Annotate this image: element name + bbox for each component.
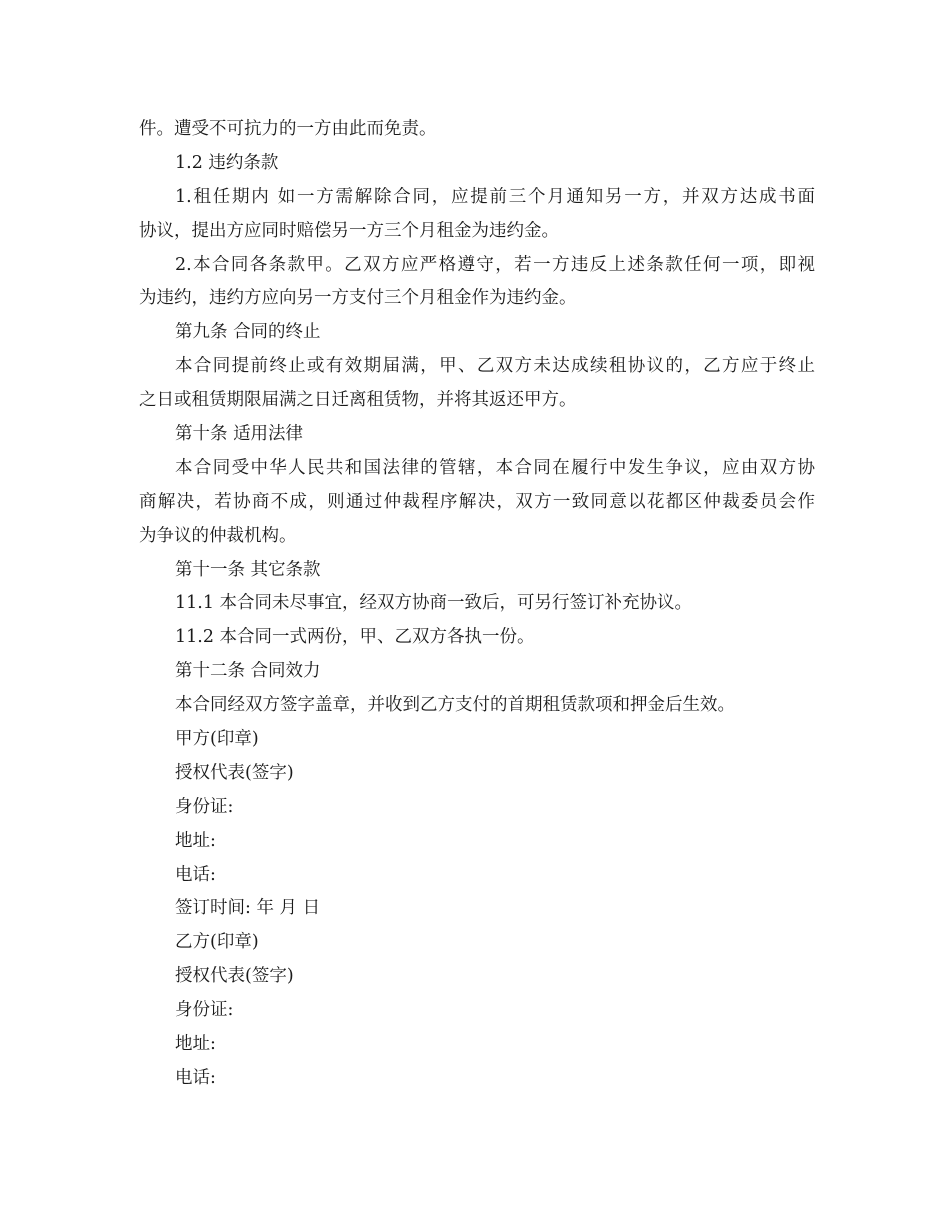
text-line: 2.本合同各条款甲。乙双方应严格遵守，若一方违反上述条款任何一项，即视 (175, 254, 815, 275)
text-line: 本合同经双方签字盖章，并收到乙方支付的首期租赁款项和押金后生效。 (175, 695, 735, 716)
text-line: 为争议的仲裁机构。 (139, 525, 297, 546)
text-line: 11.1 本合同未尽事宜，经双方协商一致后，可另行签订补充协议。 (175, 593, 693, 614)
text-line: 第十条 适用法律 (175, 424, 304, 445)
document-body (139, 113, 815, 1096)
text-line: 件。遭受不可抗力的一方由此而免责。 (139, 119, 437, 139)
text-line: 地址: (175, 1034, 216, 1055)
text-line: 协议，提出方应同时赔偿另一方三个月租金为违约金。 (139, 220, 559, 241)
text-line: 授权代表(签字) (175, 966, 294, 987)
text-line: 签订时间: 年 月 日 (175, 898, 321, 919)
text-line: 第十二条 合同效力 (175, 661, 321, 682)
text-line: 乙方(印章) (175, 932, 259, 953)
text-line: 甲方(印章) (175, 729, 259, 750)
text-line: 身份证: (175, 796, 234, 817)
text-line: 商解决，若协商不成，则通过仲裁程序解决，双方一致同意以花都区仲裁委员会作 (139, 491, 815, 512)
text-line: 11.2 本合同一式两份，甲、乙双方各执一份。 (175, 627, 535, 648)
text-line: 电话: (175, 1067, 216, 1088)
text-line: 之日或租赁期限届满之日迁离租赁物，并将其返还甲方。 (139, 390, 577, 411)
text-line: 电话: (175, 864, 216, 885)
text-line: 1.2 违约条款 (175, 152, 279, 173)
text-line: 第十一条 其它条款 (175, 559, 321, 580)
text-line: 为违约，违约方应向另一方支付三个月租金作为违约金。 (139, 288, 577, 309)
text-line: 本合同受中华人民共和国法律的管辖，本合同在履行中发生争议，应由双方协 (175, 457, 815, 478)
text-line: 地址: (175, 830, 216, 851)
text-line: 1.租任期内 如一方需解除合同，应提前三个月通知另一方，并双方达成书面 (175, 186, 815, 207)
document-page (139, 113, 815, 1096)
text-line: 身份证: (175, 1000, 234, 1021)
text-line: 第九条 合同的终止 (175, 322, 321, 343)
text-line: 授权代表(签字) (175, 762, 294, 783)
text-line: 本合同提前终止或有效期届满，甲、乙双方未达成续租协议的，乙方应于终止 (175, 356, 815, 377)
